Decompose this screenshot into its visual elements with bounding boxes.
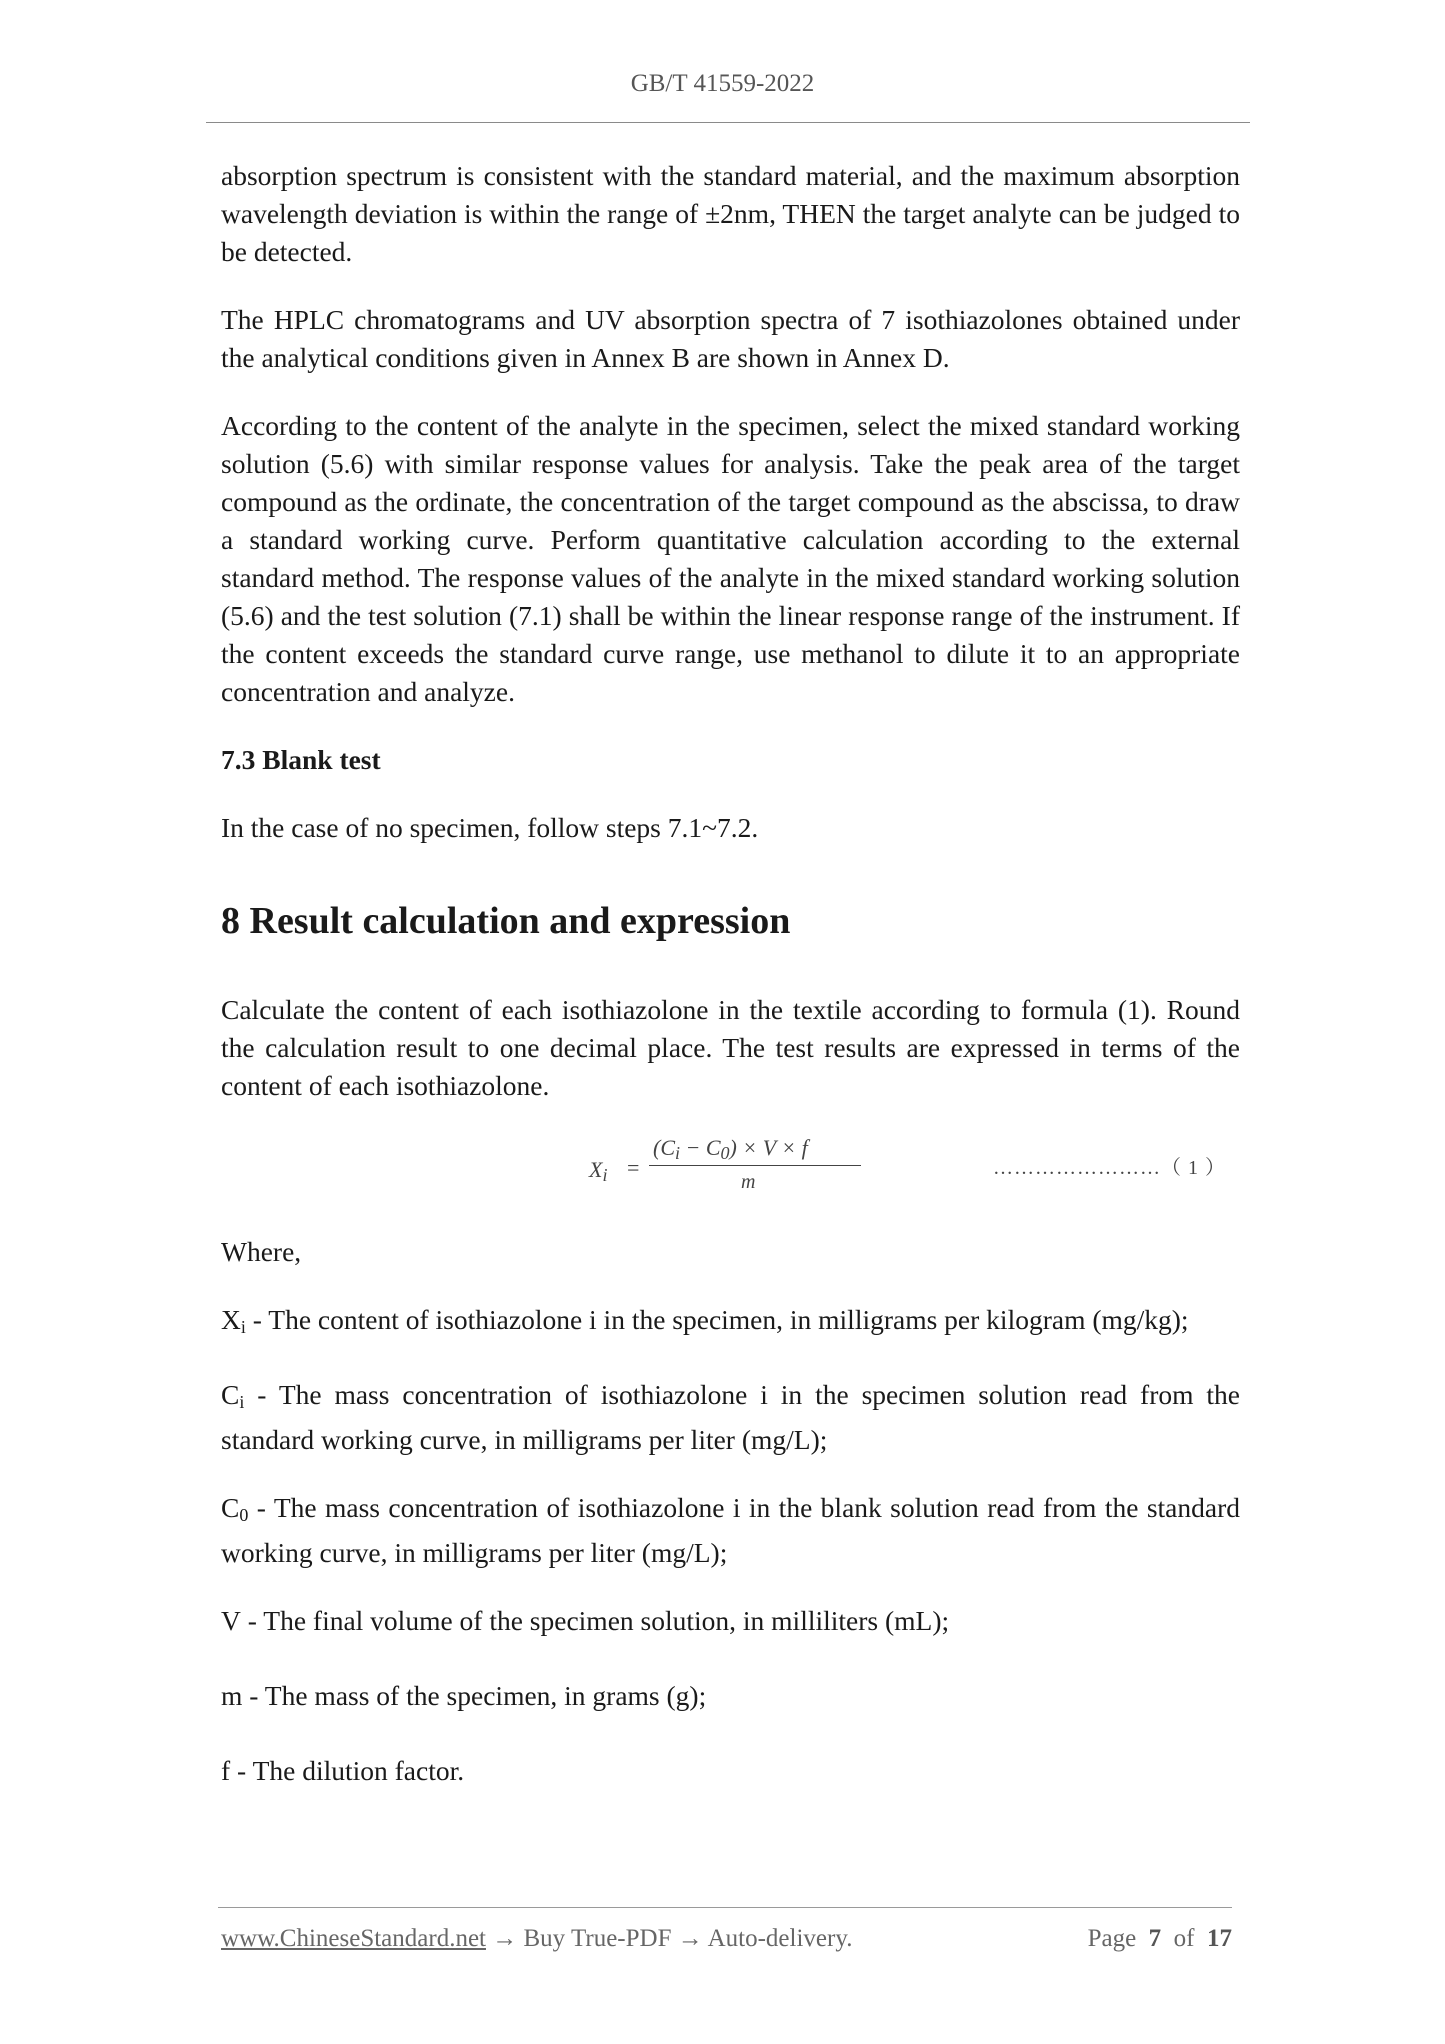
section-8-heading: 8 Result calculation and expression [221, 900, 791, 942]
formula-number: ……………………（ 1 ） [993, 1157, 1226, 1179]
definition-v: V - The final volume of the specimen solution, in milliliters (mL); [221, 1605, 950, 1636]
formula-1 [221, 1135, 1240, 1207]
auto-delivery-text: Auto-delivery. [707, 1925, 853, 1952]
section-7-3-text: In the case of no specimen, follow steps 7.1~7.2. [221, 812, 759, 843]
page-counter: Page 7 of 17 [1087, 1925, 1232, 1952]
paragraph-3: According to the content of the analyte in the specimen, select the mixed standard working solution (5.6) with similar response values for analysis. Take the peak area of the target compound as the ordinate, the concentration of the target compound as the abscissa, to draw a standard working curve. Perform quantitative calculation according to the external standard method. The response values of the analyte in the mixed standard working solution (5.6) and the test solution (7.1) shall be within the linear response range of the instrument. If the content exceeds the standard curve range, use methanol to dilute it to an appropriate concentration and analyze. [221, 410, 1240, 707]
section-8-intro: Calculate the content of each isothiazolone in the textile according to formula (1). Round the calculation result to one decimal place. The test results are expressed in terms of the content of each isothiazolone. [221, 994, 1240, 1101]
definition-xi: $X_i$ - The content of isothiazolone i in the specimen, in milligrams per kilogram (mg/kg); [221, 1304, 1189, 1337]
definition-f: f - The dilution factor. [221, 1755, 465, 1786]
paragraph-2: The HPLC chromatograms and UV absorption spectra of 7 isothiazolones obtained under the analytical conditions given in Annex B are shown in Annex D. [221, 304, 1240, 373]
website-link[interactable]: www.ChineseStandard.net [221, 1925, 486, 1952]
page-footer [221, 1925, 1232, 1953]
header-divider [206, 122, 1250, 123]
where-label: Where, [221, 1236, 302, 1267]
paragraph-1: absorption spectrum is consistent with the standard material, and the maximum absorption wavelength deviation is within the range of ±2nm, THEN the target analyte can be judged to be detected. [221, 160, 1240, 267]
definition-m: m - The mass of the specimen, in grams (g); [221, 1680, 707, 1711]
definition-ci: $C_i$ - The mass concentration of isothiazolone i in the specimen solution read from the standard working curve, in milligrams per liter (mg/L); [221, 1379, 1240, 1455]
formula-lhs: $X_i$ [589, 1157, 608, 1185]
formula-equals: = [627, 1155, 640, 1180]
arrow-icon: → [671, 1925, 708, 1952]
page-total: 17 [1207, 1925, 1232, 1952]
section-7-3-heading: 7.3 Blank test [221, 744, 381, 775]
formula-denominator: m [741, 1171, 756, 1193]
formula-numerator: $(C_i - C_0) \times V \times f$ [653, 1135, 808, 1163]
formula-fraction-bar [649, 1165, 861, 1166]
buy-true-pdf-text: Buy True-PDF [523, 1925, 672, 1952]
document-body [221, 157, 1240, 1827]
document-id-header: GB/T 41559-2022 [630, 70, 815, 97]
definition-c0: $C_0$ - The mass concentration of isothiazolone i in the blank solution read from the standard working curve, in milligrams per liter (mg/L); [221, 1492, 1240, 1568]
arrow-icon: → [486, 1925, 524, 1952]
footer-divider [218, 1907, 1232, 1908]
page-number: 7 [1148, 1925, 1162, 1952]
